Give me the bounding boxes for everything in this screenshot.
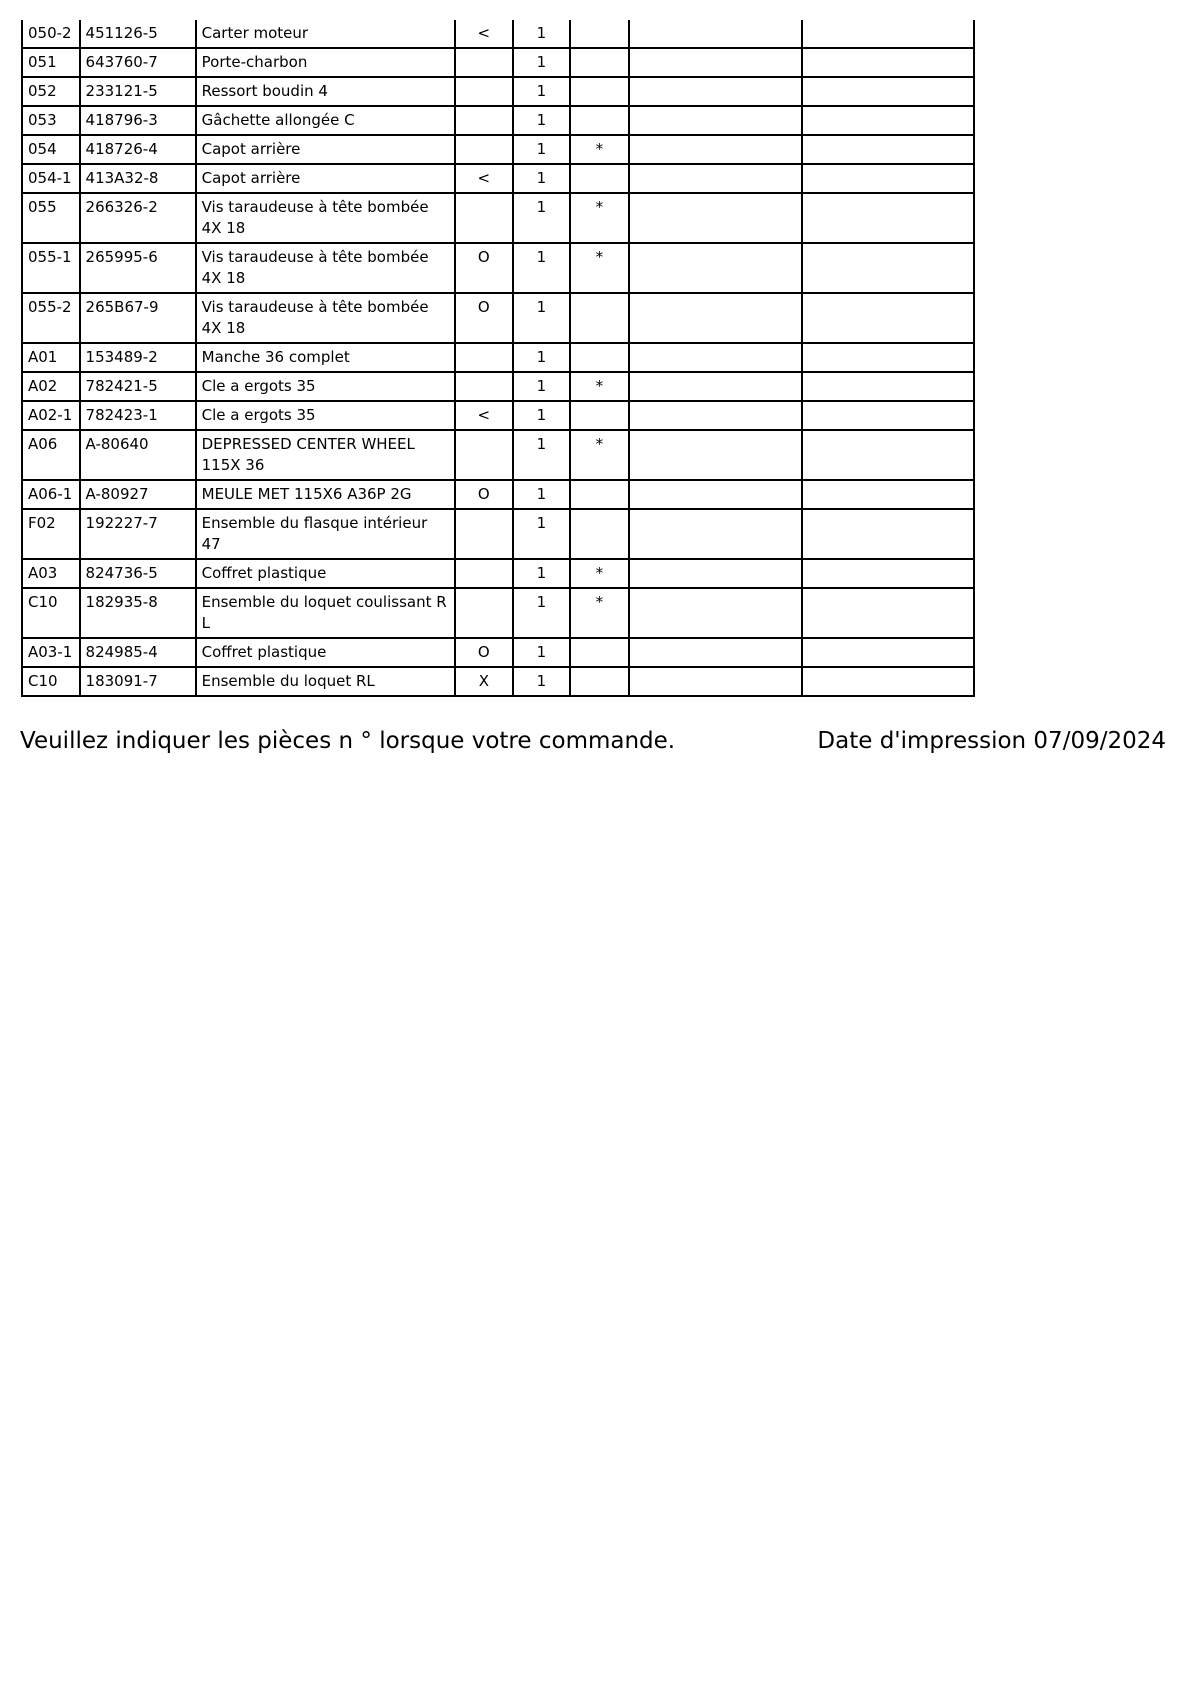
item-number-cell: 055-2 xyxy=(22,293,80,343)
flag-cell: * xyxy=(570,135,629,164)
blank-cell xyxy=(629,20,803,48)
flag-cell xyxy=(570,48,629,77)
flag-cell: * xyxy=(570,559,629,588)
quantity-cell: 1 xyxy=(513,343,571,372)
quantity-cell: 1 xyxy=(513,77,571,106)
description-cell: Vis taraudeuse à tête bombée 4X 18 xyxy=(196,243,455,293)
part-number-cell: 782423-1 xyxy=(80,401,196,430)
note-symbol-cell xyxy=(455,135,513,164)
item-number-cell: 055 xyxy=(22,193,80,243)
part-number-cell: 183091-7 xyxy=(80,667,196,696)
description-cell: Carter moteur xyxy=(196,20,455,48)
blank-cell xyxy=(629,559,803,588)
flag-cell xyxy=(570,106,629,135)
part-number-cell: 413A32-8 xyxy=(80,164,196,193)
item-number-cell: 054 xyxy=(22,135,80,164)
quantity-cell: 1 xyxy=(513,401,571,430)
blank-cell xyxy=(629,48,803,77)
blank-cell xyxy=(802,480,974,509)
part-number-cell: 418796-3 xyxy=(80,106,196,135)
part-number-cell: 451126-5 xyxy=(80,20,196,48)
blank-cell xyxy=(802,135,974,164)
table-row xyxy=(22,193,974,243)
part-number-cell: 153489-2 xyxy=(80,343,196,372)
blank-cell xyxy=(802,106,974,135)
note-symbol-cell xyxy=(455,193,513,243)
item-number-cell: A03 xyxy=(22,559,80,588)
table-row xyxy=(22,559,974,588)
note-symbol-cell xyxy=(455,372,513,401)
table-row xyxy=(22,77,974,106)
item-number-cell: A06-1 xyxy=(22,480,80,509)
blank-cell xyxy=(802,509,974,559)
quantity-cell: 1 xyxy=(513,193,571,243)
flag-cell: * xyxy=(570,243,629,293)
flag-cell: * xyxy=(570,588,629,638)
blank-cell xyxy=(802,48,974,77)
part-number-cell: 233121-5 xyxy=(80,77,196,106)
part-number-cell: 182935-8 xyxy=(80,588,196,638)
part-number-cell: 643760-7 xyxy=(80,48,196,77)
quantity-cell: 1 xyxy=(513,430,571,480)
description-cell: Coffret plastique xyxy=(196,559,455,588)
note-symbol-cell xyxy=(455,559,513,588)
flag-cell: * xyxy=(570,430,629,480)
description-cell: Coffret plastique xyxy=(196,638,455,667)
blank-cell xyxy=(629,638,803,667)
part-number-cell: 192227-7 xyxy=(80,509,196,559)
table-row xyxy=(22,164,974,193)
quantity-cell: 1 xyxy=(513,667,571,696)
blank-cell xyxy=(802,559,974,588)
item-number-cell: C10 xyxy=(22,667,80,696)
description-cell: DEPRESSED CENTER WHEEL 115X 36 xyxy=(196,430,455,480)
part-number-cell: A-80927 xyxy=(80,480,196,509)
note-symbol-cell xyxy=(455,430,513,480)
item-number-cell: A02-1 xyxy=(22,401,80,430)
item-number-cell: A02 xyxy=(22,372,80,401)
item-number-cell: A06 xyxy=(22,430,80,480)
part-number-cell: 266326-2 xyxy=(80,193,196,243)
blank-cell xyxy=(802,638,974,667)
quantity-cell: 1 xyxy=(513,164,571,193)
note-symbol-cell: < xyxy=(455,401,513,430)
item-number-cell: 055-1 xyxy=(22,243,80,293)
blank-cell xyxy=(802,20,974,48)
flag-cell xyxy=(570,401,629,430)
note-symbol-cell xyxy=(455,106,513,135)
quantity-cell: 1 xyxy=(513,509,571,559)
table-row xyxy=(22,401,974,430)
part-number-cell: 824985-4 xyxy=(80,638,196,667)
table-row xyxy=(22,667,974,696)
flag-cell: * xyxy=(570,372,629,401)
blank-cell xyxy=(802,343,974,372)
note-symbol-cell xyxy=(455,77,513,106)
flag-cell xyxy=(570,638,629,667)
blank-cell xyxy=(802,667,974,696)
item-number-cell: 053 xyxy=(22,106,80,135)
flag-cell xyxy=(570,164,629,193)
blank-cell xyxy=(629,293,803,343)
flag-cell xyxy=(570,20,629,48)
table-row xyxy=(22,509,974,559)
parts-table xyxy=(21,20,975,697)
item-number-cell: 052 xyxy=(22,77,80,106)
blank-cell xyxy=(629,509,803,559)
table-row xyxy=(22,343,974,372)
blank-cell xyxy=(629,164,803,193)
note-symbol-cell xyxy=(455,48,513,77)
description-cell: Ressort boudin 4 xyxy=(196,77,455,106)
blank-cell xyxy=(802,430,974,480)
blank-cell xyxy=(629,480,803,509)
flag-cell xyxy=(570,77,629,106)
blank-cell xyxy=(802,293,974,343)
description-cell: Ensemble du flasque intérieur 47 xyxy=(196,509,455,559)
table-row xyxy=(22,430,974,480)
part-number-cell: 265B67-9 xyxy=(80,293,196,343)
quantity-cell: 1 xyxy=(513,559,571,588)
table-row xyxy=(22,638,974,667)
description-cell: Gâchette allongée C xyxy=(196,106,455,135)
quantity-cell: 1 xyxy=(513,372,571,401)
flag-cell xyxy=(570,509,629,559)
description-cell: Vis taraudeuse à tête bombée 4X 18 xyxy=(196,293,455,343)
note-symbol-cell: O xyxy=(455,638,513,667)
table-row xyxy=(22,20,974,48)
description-cell: Cle a ergots 35 xyxy=(196,372,455,401)
note-symbol-cell xyxy=(455,588,513,638)
note-symbol-cell: X xyxy=(455,667,513,696)
quantity-cell: 1 xyxy=(513,588,571,638)
note-symbol-cell: O xyxy=(455,293,513,343)
table-row xyxy=(22,106,974,135)
blank-cell xyxy=(629,372,803,401)
blank-cell xyxy=(629,193,803,243)
blank-cell xyxy=(802,243,974,293)
description-cell: MEULE MET 115X6 A36P 2G xyxy=(196,480,455,509)
item-number-cell: C10 xyxy=(22,588,80,638)
part-number-cell: 418726-4 xyxy=(80,135,196,164)
part-number-cell: 824736-5 xyxy=(80,559,196,588)
description-cell: Ensemble du loquet RL xyxy=(196,667,455,696)
part-number-cell: A-80640 xyxy=(80,430,196,480)
blank-cell xyxy=(802,164,974,193)
note-symbol-cell xyxy=(455,509,513,559)
part-number-cell: 265995-6 xyxy=(80,243,196,293)
blank-cell xyxy=(629,343,803,372)
description-cell: Ensemble du loquet coulissant R L xyxy=(196,588,455,638)
description-cell: Capot arrière xyxy=(196,164,455,193)
item-number-cell: A01 xyxy=(22,343,80,372)
blank-cell xyxy=(802,372,974,401)
part-number-cell: 782421-5 xyxy=(80,372,196,401)
item-number-cell: A03-1 xyxy=(22,638,80,667)
table-row xyxy=(22,48,974,77)
quantity-cell: 1 xyxy=(513,135,571,164)
quantity-cell: 1 xyxy=(513,638,571,667)
description-cell: Vis taraudeuse à tête bombée 4X 18 xyxy=(196,193,455,243)
table-row xyxy=(22,480,974,509)
note-symbol-cell: < xyxy=(455,164,513,193)
item-number-cell: 051 xyxy=(22,48,80,77)
blank-cell xyxy=(629,106,803,135)
print-date: Date d'impression 07/09/2024 xyxy=(817,728,1166,754)
blank-cell xyxy=(629,588,803,638)
blank-cell xyxy=(629,430,803,480)
flag-cell xyxy=(570,667,629,696)
quantity-cell: 1 xyxy=(513,293,571,343)
quantity-cell: 1 xyxy=(513,243,571,293)
item-number-cell: 050-2 xyxy=(22,20,80,48)
flag-cell: * xyxy=(570,193,629,243)
quantity-cell: 1 xyxy=(513,106,571,135)
note-symbol-cell xyxy=(455,343,513,372)
table-row xyxy=(22,293,974,343)
item-number-cell: 054-1 xyxy=(22,164,80,193)
item-number-cell: F02 xyxy=(22,509,80,559)
quantity-cell: 1 xyxy=(513,20,571,48)
note-symbol-cell: < xyxy=(455,20,513,48)
blank-cell xyxy=(629,401,803,430)
blank-cell xyxy=(802,588,974,638)
blank-cell xyxy=(802,77,974,106)
blank-cell xyxy=(629,77,803,106)
blank-cell xyxy=(629,243,803,293)
description-cell: Cle a ergots 35 xyxy=(196,401,455,430)
order-instruction-note: Veuillez indiquer les pièces n ° lorsque votre commande. xyxy=(20,728,676,754)
description-cell: Manche 36 complet xyxy=(196,343,455,372)
flag-cell xyxy=(570,343,629,372)
table-row xyxy=(22,243,974,293)
note-symbol-cell: O xyxy=(455,243,513,293)
blank-cell xyxy=(629,135,803,164)
blank-cell xyxy=(629,667,803,696)
table-row xyxy=(22,588,974,638)
quantity-cell: 1 xyxy=(513,480,571,509)
description-cell: Porte-charbon xyxy=(196,48,455,77)
blank-cell xyxy=(802,193,974,243)
note-symbol-cell: O xyxy=(455,480,513,509)
blank-cell xyxy=(802,401,974,430)
table-row xyxy=(22,135,974,164)
quantity-cell: 1 xyxy=(513,48,571,77)
flag-cell xyxy=(570,293,629,343)
flag-cell xyxy=(570,480,629,509)
table-row xyxy=(22,372,974,401)
description-cell: Capot arrière xyxy=(196,135,455,164)
